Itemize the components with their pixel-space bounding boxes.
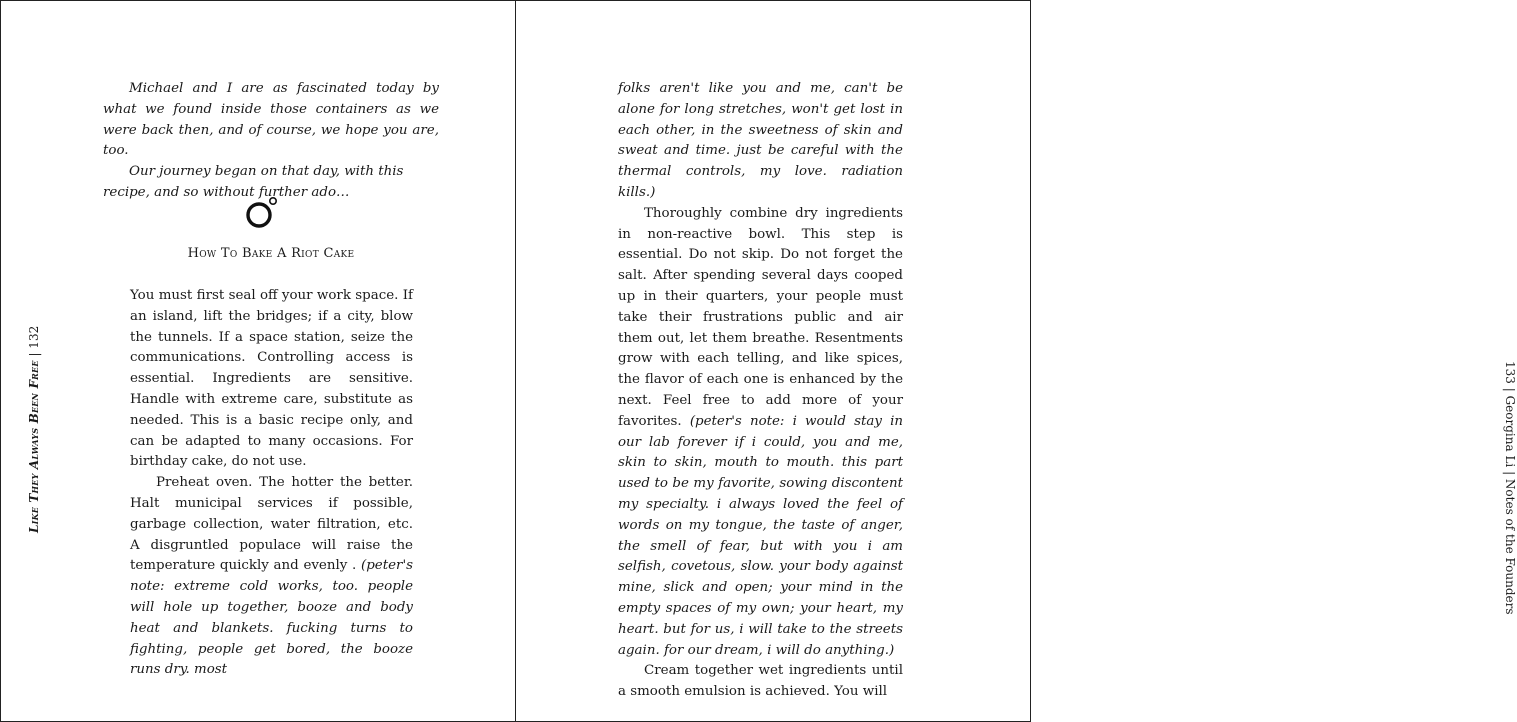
left-page <box>1 1 516 721</box>
intro-text <box>103 79 439 204</box>
intro-paragraph: Michael and I are as fascinated today by what we found inside those containers as we were back then, and of course, we hope you are, too. <box>103 81 439 159</box>
right-page <box>516 1 1517 721</box>
peters-note: (peter's note: i would stay in our lab forever if i could, you and me, skin to skin, mouth to mouth. this part used to be my favorite, sowing discontent my specialty. i always loved the feel of words on my tongue, the taste of anger, the smell of fear, but with you i am selfish, covetous, slow. your body against mine, slick and open; your mind in the empty spaces of my own; your heart, my heart. but for us, i will take to the streets again. for our dream, i will do anything.) <box>618 413 903 658</box>
paragraph-text: Thoroughly combine dry ingredients in non-reactive bowl. This step is essential. Do not skip. Do not forget the salt. After spending several days cooped up in their quarters, your people must take their frustrations public and air them out, let them breathe. Resentments grow with each telling, and like spices, the flavor of each one is enhanced by the next. Feel free to add more of your favorites. <box>618 205 903 429</box>
paragraph: Cream together wet ingredients until a smooth emulsion is achieved. You will <box>618 663 903 700</box>
paragraph: You must first seal off your work space. If an island, lift the bridges; if a city, blow the tunnels. If a space station, seize the communications. Controlling access is essential. Ingredients are sensitive. Handle with extreme care, substitute as needed. This is a basic recipe only, and can be adapted to many occasions. For birthday cake, do not use. <box>130 288 413 470</box>
peters-note: (peter's note: extreme cold works, too. people will hole up together, booze and body heat and blankets. fucking turns to fighting, people get bored, the booze runs dry. most <box>130 558 413 678</box>
intro-paragraph: Our journey began on that day, with this recipe, and so without further ado… <box>103 164 404 200</box>
book-title: Like They Always Been Free <box>27 360 41 533</box>
paragraph <box>618 204 903 662</box>
running-head-left <box>27 326 41 533</box>
page-number: | 132 <box>27 325 41 357</box>
body-text-right <box>618 79 903 703</box>
body-text-left <box>130 286 413 681</box>
section-title: How To Bake A Riot Cake <box>187 246 355 261</box>
ring-icon <box>244 195 280 231</box>
peters-note-continued: folks aren't like you and me, can't be alone for long stretches, won't get lost in each other, in the sweetness of skin and sweat and time. just be careful with the thermal controls, my love. radiation kills.) <box>618 81 903 200</box>
paragraph <box>130 473 413 681</box>
running-head-right: 133 | Georgina Li | Notes of the Founders <box>1503 361 1517 615</box>
paragraph-text: Preheat oven. The hotter the better. Halt municipal services if possible, garbage collection, water filtration, etc. A disgruntled populace will raise the temperature quickly and evenly . <box>130 475 413 574</box>
